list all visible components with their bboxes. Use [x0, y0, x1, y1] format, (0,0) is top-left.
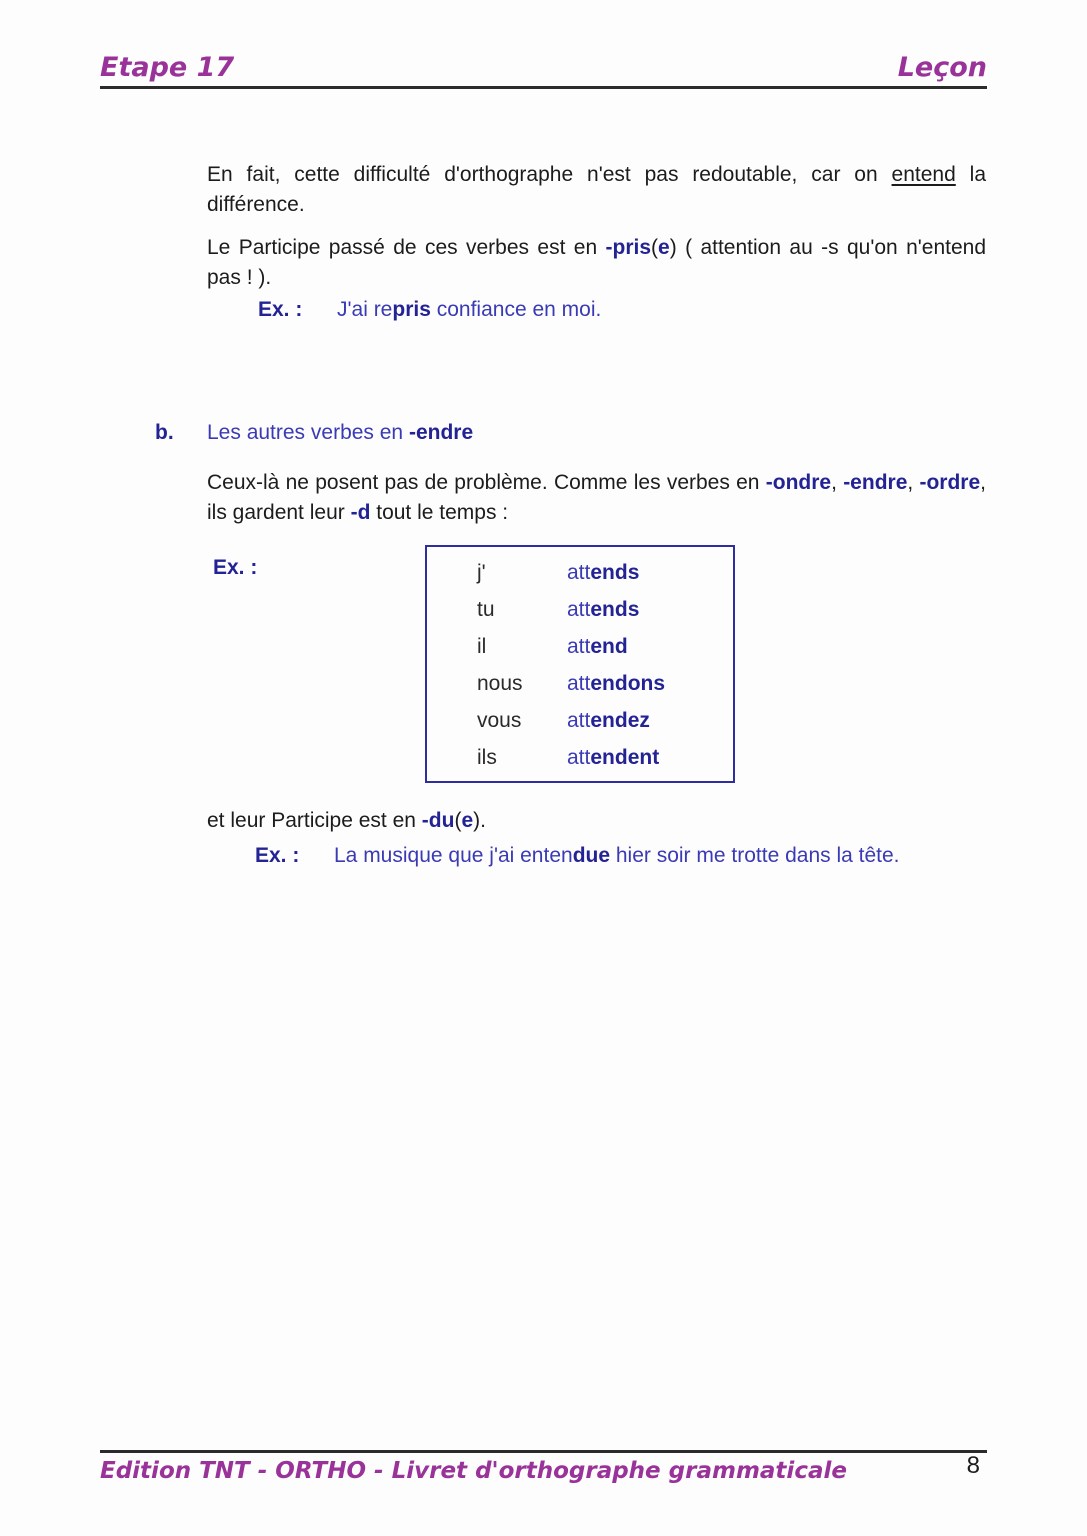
pronoun: vous	[477, 708, 522, 732]
conjugation-box	[425, 545, 735, 783]
example-bold: pris	[392, 298, 431, 321]
example-label: Ex. :	[255, 844, 300, 867]
conjugation-row	[427, 739, 733, 776]
verb-form: attend	[567, 634, 628, 658]
pronoun: nous	[477, 671, 523, 695]
section-b-title	[207, 421, 473, 445]
paragraph-participe-du	[207, 806, 486, 836]
paragraph-text: et leur Participe est en	[207, 809, 422, 832]
highlight-endre: -endre	[408, 421, 474, 444]
conjugation-row	[427, 628, 733, 665]
example-text: hier soir me trotte dans la tête.	[610, 844, 900, 867]
paragraph-text: ) ( attention au -s qu'on n'entend pas ! ).	[207, 236, 986, 289]
page-number: 8	[966, 1452, 980, 1479]
example-bold: due	[572, 844, 611, 867]
verb-form: attends	[567, 560, 640, 584]
conjugation-example-label: Ex. :	[213, 556, 258, 579]
underlined-word: entend	[891, 163, 956, 186]
pronoun: ils	[477, 745, 497, 769]
section-title-text: Les autres verbes en	[207, 421, 409, 444]
highlight-e: e	[658, 236, 670, 259]
footer-edition-label: Edition TNT - ORTHO - Livret d'orthographe grammaticale	[100, 1458, 847, 1484]
pronoun: tu	[477, 597, 495, 621]
highlight-ondre: -ondre	[765, 471, 832, 494]
section-b-marker: b.	[155, 421, 174, 444]
highlight-du: -du	[421, 809, 455, 832]
highlight-ordre: -ordre	[919, 471, 981, 494]
verb-form: attends	[567, 597, 640, 621]
conjugation-row	[427, 554, 733, 591]
paragraph-participe-pris	[207, 233, 986, 293]
verb-form: attendent	[567, 745, 660, 769]
conjugation-row	[427, 591, 733, 628]
verb-form: attendez	[567, 708, 650, 732]
pronoun: il	[477, 634, 487, 658]
header-rule	[100, 86, 987, 89]
pronoun: j'	[477, 560, 486, 584]
paragraph-text: Ceux-là ne posent pas de problème. Comme les verbes en	[207, 471, 766, 494]
paragraph-text: (	[651, 236, 659, 259]
example-text: La musique que j'ai enten	[334, 844, 573, 867]
header-lecon-label: Leçon	[897, 52, 987, 83]
paragraph-text: , ils gardent leur	[207, 471, 987, 524]
conjugation-row	[427, 665, 733, 702]
highlight-endre: -endre	[843, 471, 908, 494]
paragraph-verbes-endre	[207, 468, 986, 528]
footer-rule	[100, 1450, 987, 1453]
paragraph-text: ,	[907, 471, 920, 494]
highlight-d: -d	[350, 501, 371, 524]
verb-form: attendons	[567, 671, 666, 695]
paragraph-text: ).	[473, 809, 486, 832]
conjugation-row	[427, 702, 733, 739]
example-entendue	[255, 841, 900, 871]
example-text: J'ai re	[337, 298, 393, 321]
paragraph-text: la différence.	[207, 163, 986, 216]
highlight-e: e	[461, 809, 474, 832]
highlight-pris: -pris	[605, 236, 652, 259]
example-text: confiance en moi.	[430, 298, 602, 321]
example-label: Ex. :	[258, 298, 303, 321]
paragraph-text: tout le temps :	[370, 501, 509, 524]
paragraph-text: ,	[831, 471, 844, 494]
paragraph-text: En fait, cette difficulté d'orthographe n'est pas redoutable, car on	[207, 163, 892, 186]
header-etape-label: Etape 17	[100, 52, 235, 83]
paragraph-text: (	[454, 809, 462, 832]
paragraph-intro	[207, 160, 986, 220]
paragraph-text: Le Participe passé de ces verbes est en	[207, 236, 606, 259]
example-repris	[258, 295, 601, 325]
